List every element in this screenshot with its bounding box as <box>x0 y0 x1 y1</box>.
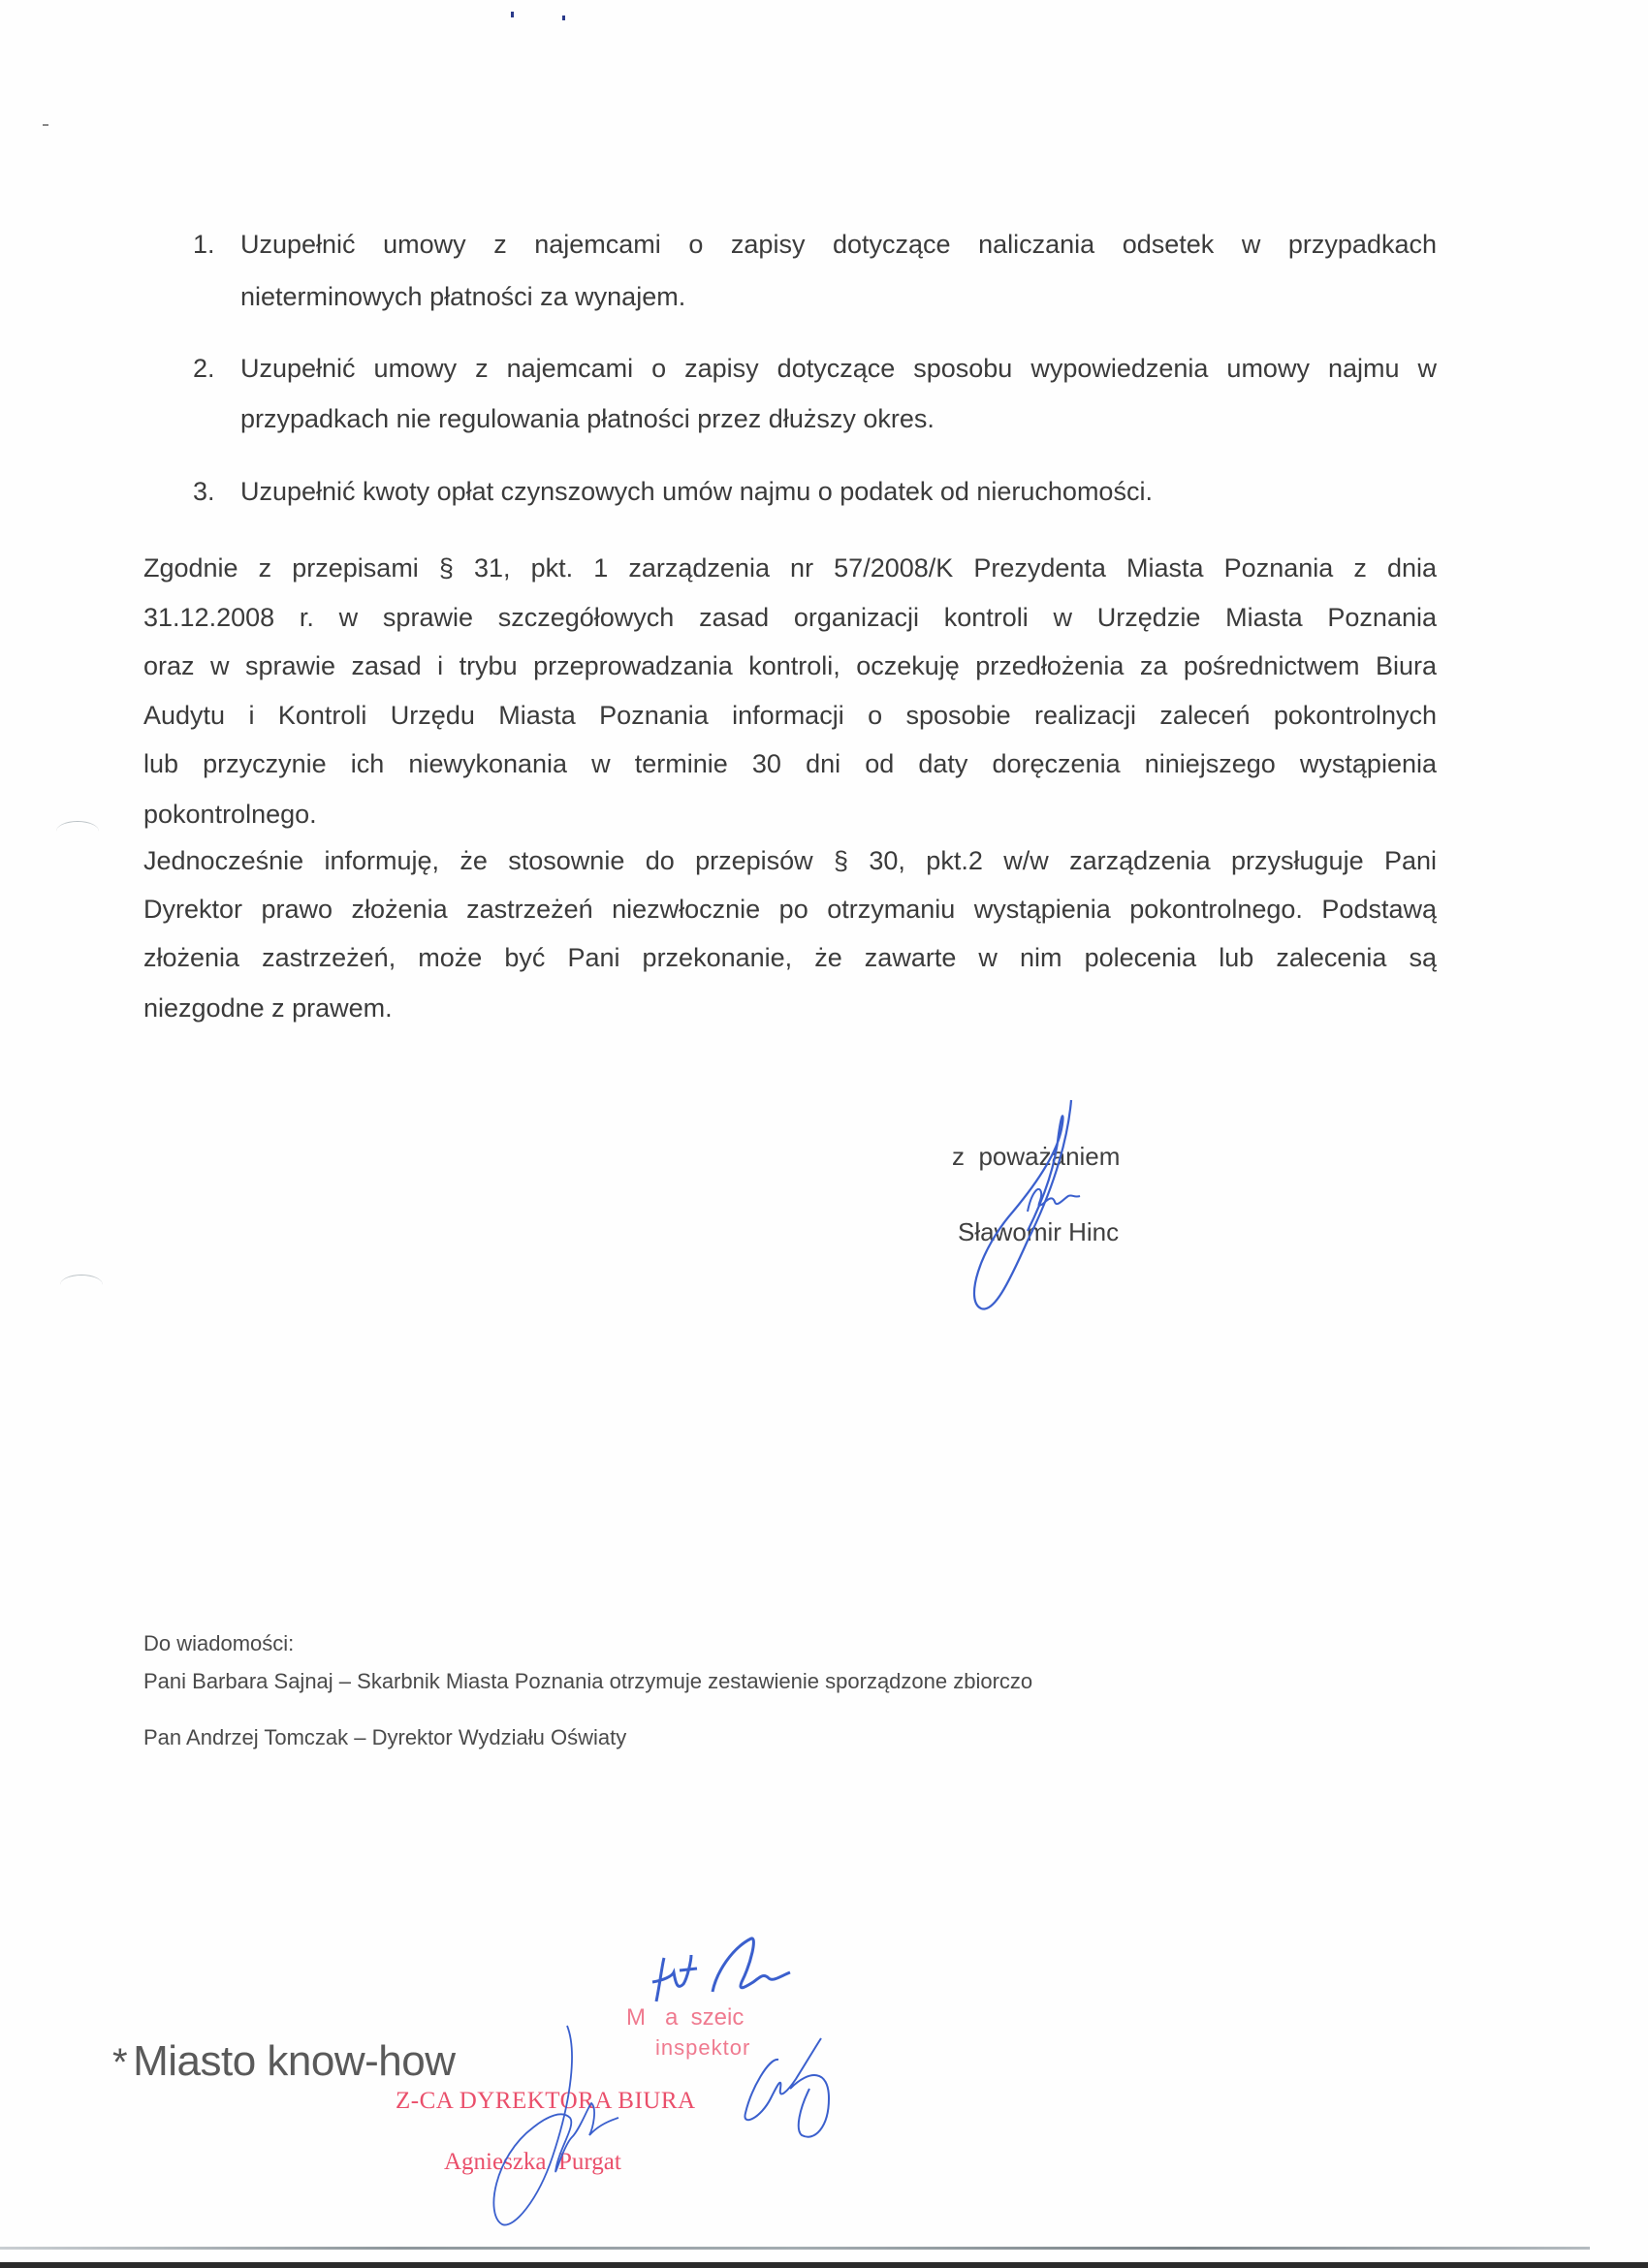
list-text-line: Uzupełnić umowy z najemcami o zapisy dotyczące sposobu wypowiedzenia umowy najmu w <box>240 354 1437 383</box>
list-number: 2. <box>193 354 215 383</box>
paragraph-line: Dyrektor prawo złożenia zastrzeżeń niezwłocznie po otrzymaniu wystąpienia pokontrolnego. Podstawą <box>143 895 1437 924</box>
deputy-signature-icon <box>456 2021 620 2234</box>
logo-text: Miasto know-how <box>133 2037 456 2085</box>
initials-signature-icon <box>742 2031 834 2142</box>
deputy-title-stamp: Z-CA DYREKTORA BIURA <box>396 2088 696 2114</box>
asterisk-icon: * <box>112 2041 128 2084</box>
signatory-name: Sławomir Hinc <box>958 1217 1120 1246</box>
closing-salutation: z poważaniem <box>952 1142 1121 1171</box>
paragraph-line: lub przyczynie ich niewykonania w terminie 30 dni od daty doręczenia niniejszego wystąpienia <box>143 749 1437 778</box>
list-text-line: Uzupełnić umowy z najemcami o zapisy dotyczące naliczania odsetek w przypadkach <box>240 230 1437 259</box>
scan-page-edge <box>0 2247 1590 2250</box>
inspector-name-stamp: M a szeic <box>626 2004 745 2031</box>
inspector-title-stamp: inspektor <box>655 2035 751 2060</box>
paragraph-line: złożenia zastrzeżeń, może być Pani przekonanie, że zawarte w nim polecenia lub zalecenia są <box>143 943 1437 972</box>
list-text-line: nieterminowych płatności za wynajem. <box>240 282 686 311</box>
scan-speck <box>562 16 565 20</box>
paragraph-line: Zgodnie z przepisami § 31, pkt. 1 zarządzenia nr 57/2008/K Prezydenta Miasta Poznania z dnia <box>143 553 1437 583</box>
paragraph-line: Jednocześnie informuję, że stosownie do przepisów § 30, pkt.2 w/w zarządzenia przysługuje Pani <box>143 846 1437 875</box>
paragraph-line: pokontrolnego. <box>143 800 317 829</box>
punch-hole-mark <box>60 1275 103 1295</box>
deputy-name-stamp: Agnieszka Purgat <box>444 2149 621 2175</box>
cc-recipient: Pani Barbara Sajnaj – Skarbnik Miasta Poznania otrzymuje zestawienie sporządzone zbiorczo <box>143 1669 1033 1693</box>
scan-speck <box>511 12 514 17</box>
handwritten-signature-icon <box>960 1095 1105 1318</box>
punch-hole-mark <box>56 821 99 841</box>
city-logo <box>112 2035 455 2089</box>
scan-border <box>0 2262 1648 2268</box>
paragraph-line: oraz w sprawie zasad i trybu przeprowadzania kontroli, oczekuję przedłożenia za pośrednictwem Biura <box>143 651 1437 680</box>
paragraph-line: Audytu i Kontroli Urzędu Miasta Poznania informacji o sposobie realizacji zaleceń pokontrolnych <box>143 701 1437 730</box>
scan-speck <box>43 124 48 126</box>
paragraph-line: 31.12.2008 r. w sprawie szczegółowych zasad organizacji kontroli w Urzędzie Miasta Poznania <box>143 603 1437 632</box>
list-text-line: przypadkach nie regulowania płatności przez dłuższy okres. <box>240 404 935 433</box>
list-number: 1. <box>193 230 215 259</box>
cc-heading: Do wiadomości: <box>143 1631 295 1655</box>
list-number: 3. <box>193 477 215 506</box>
paragraph-line: niezgodne z prawem. <box>143 993 393 1023</box>
list-text-line: Uzupełnić kwoty opłat czynszowych umów najmu o podatek od nieruchomości. <box>240 477 1153 506</box>
cc-recipient: Pan Andrzej Tomczak – Dyrektor Wydziału Oświaty <box>143 1725 627 1749</box>
